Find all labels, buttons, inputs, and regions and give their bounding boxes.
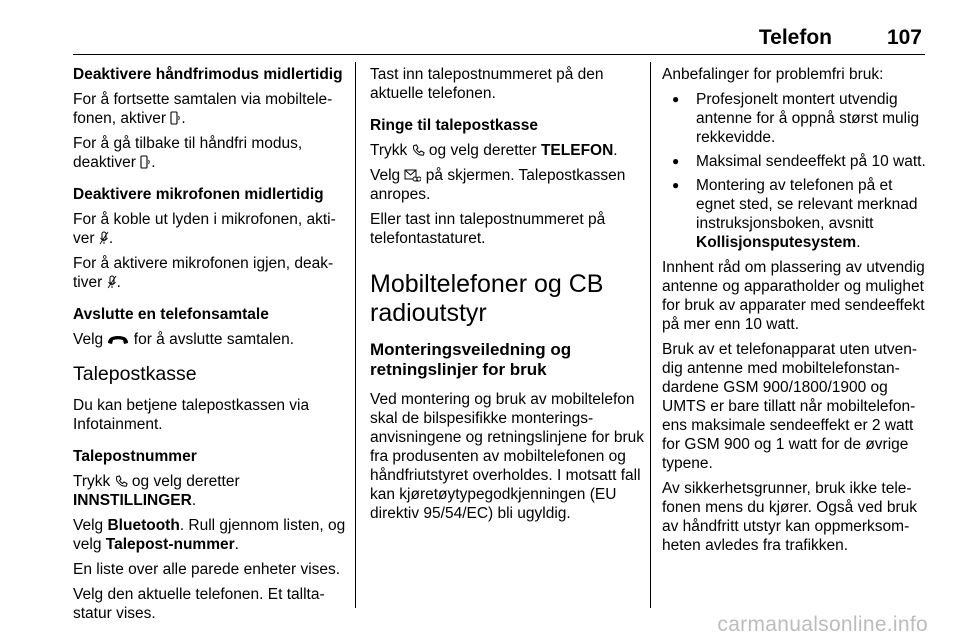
- paragraph: Velg den aktuelle telefonen. Et talltastatur vises.: [73, 586, 325, 622]
- paragraph: Du kan betjene talepostkassen via Infotainment.: [73, 397, 310, 433]
- header-divider: [73, 54, 925, 55]
- text: For å koble ut lyden i mikrofonen, aktiver: [73, 211, 336, 247]
- paragraph: [370, 141, 645, 160]
- text: .: [613, 142, 618, 159]
- paragraph: [73, 210, 348, 248]
- text: .: [181, 110, 186, 127]
- paragraph: [73, 472, 348, 510]
- column-1: [73, 65, 348, 622]
- text: og velg deretter: [127, 473, 240, 490]
- phone-icon: [412, 144, 425, 157]
- text: For å gå tilbake til håndfri modus, deaktiver: [73, 135, 303, 171]
- recommendation-list: [662, 90, 930, 252]
- list-item: [662, 176, 930, 252]
- paragraph: [73, 330, 348, 349]
- mobile-handset-icon: [140, 155, 151, 169]
- text: Montering av telefonen på et egnet sted, se relevant merknad instruksjonsboken, avsnitt: [696, 177, 918, 232]
- text: .: [116, 274, 121, 291]
- list-item: ● Maksimal sendeeffekt på 10 watt.: [662, 152, 930, 171]
- text: Trykk: [370, 142, 412, 159]
- paragraph: Anbefalinger for problemfri bruk:: [662, 66, 884, 83]
- text: Velg: [370, 167, 405, 184]
- hang-up-icon: [107, 334, 129, 346]
- paragraph: [370, 166, 645, 204]
- subheading: Avslutte en telefonsamtale: [73, 306, 269, 323]
- paragraph: Tast inn talepostnummeret på den aktuelle telefonen.: [370, 66, 604, 102]
- subheading: Ringe til talepostkasse: [370, 117, 538, 134]
- paragraph: [73, 134, 348, 172]
- text: og velg deretter: [424, 142, 541, 159]
- paragraph: [73, 516, 348, 554]
- menu-term: Talepost-nummer: [105, 536, 235, 553]
- paragraph: Eller tast inn talepostnummeret på telefontastaturet.: [370, 211, 606, 247]
- column-divider: [355, 62, 356, 608]
- section-heading: Talepostkasse: [73, 363, 197, 385]
- paragraph: Bruk av et telefonapparat uten utvendig antenne med mobiltelefonstandardene GSM 900/1800/1900 og UMTS er bare tillatt når mobiltelefonens maksimale sendeeffekt er 2 watt for GSM 900 og 1 watt for de øvrige typene.: [662, 341, 918, 472]
- text: .: [191, 492, 197, 509]
- text: For å aktivere mikrofonen igjen, deaktiver: [73, 255, 334, 291]
- text: Trykk: [73, 473, 115, 490]
- menu-term: INNSTILLINGER: [73, 492, 192, 509]
- paragraph: Av sikkerhetsgrunner, bruk ikke telefonen mens du kjører. Også ved bruk av håndfritt utstyr kan oppmerksomheten avledes fra trafikken.: [662, 480, 918, 554]
- section-title: Telefon: [758, 26, 832, 49]
- subheading: Deaktivere mikrofonen midlertidig: [73, 186, 324, 203]
- text: . Rull gjennom listen, og velg: [73, 517, 346, 553]
- text: For å fortsette samtalen via mobiltelefonen, aktiver: [73, 91, 333, 127]
- subheading: Deaktivere håndfrimodus midlertidig: [73, 66, 343, 83]
- mute-microphone-icon: [107, 275, 117, 289]
- text: Velg: [73, 517, 108, 534]
- section-heading: Monteringsveiledning og retningslinjer for bruk: [370, 340, 572, 379]
- paragraph: En liste over alle parede enheter vises.: [73, 561, 341, 578]
- page-number: 107: [886, 26, 922, 49]
- column-3: [662, 65, 930, 608]
- list-item: ● Profesjonelt montert utvendig antenne for å oppnå størst mulig rekkevidde.: [662, 90, 930, 147]
- watermark: carmanualsonline.info: [717, 613, 928, 636]
- chapter-heading: Mobiltelefoner og CB radioutstyr: [370, 270, 604, 327]
- paragraph: [73, 90, 348, 128]
- paragraph: [73, 254, 348, 292]
- text: .: [108, 230, 114, 247]
- text: .: [856, 234, 861, 251]
- menu-term: TELEFON: [540, 142, 614, 159]
- text: .: [151, 154, 156, 171]
- phone-icon: [115, 475, 128, 488]
- paragraph: Innhent råd om plassering av utvendig antenne og apparatholder og mulighet for bruk av apparater med sendeeffekt på mer enn 10 watt.: [662, 259, 925, 333]
- subheading: Talepostnummer: [73, 448, 197, 465]
- cross-reference: Kollisjonsputesystem: [696, 234, 857, 251]
- text: .: [234, 536, 239, 553]
- mobile-handset-icon: [170, 111, 181, 125]
- column-2: [370, 65, 645, 608]
- text: Velg: [73, 331, 108, 348]
- paragraph: Ved montering og bruk av mobiltelefon skal de bilspesifikke monteringsanvisningene og retningslinjene for bruk fra produsenten av mobiltelefonen og håndfriutstyret overholdes. I motsatt fall kan kjøretøytypegodkjenningen (EU direktiv 95/54/EC) bli ugyldig.: [370, 391, 645, 522]
- mute-microphone-icon: [99, 231, 109, 245]
- text: på skjermen. Talepostkassen anropes.: [370, 167, 626, 203]
- voicemail-icon: [404, 169, 421, 182]
- menu-term: Bluetooth: [107, 517, 180, 534]
- text: for å avslutte samtalen.: [129, 331, 295, 348]
- column-divider: [650, 62, 651, 608]
